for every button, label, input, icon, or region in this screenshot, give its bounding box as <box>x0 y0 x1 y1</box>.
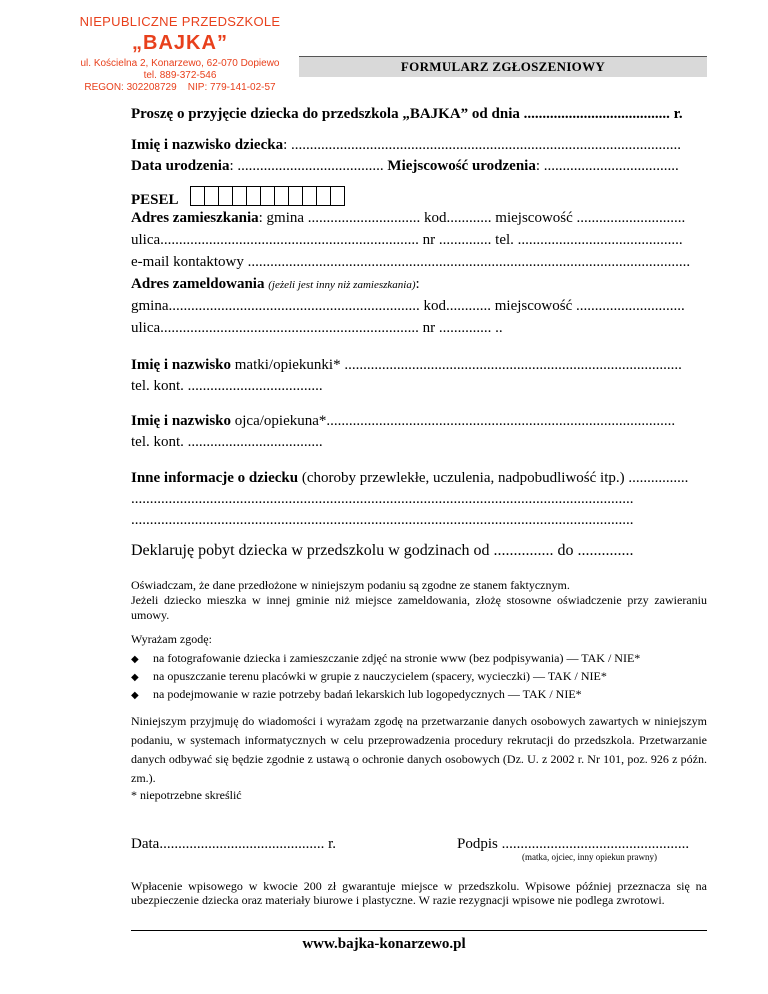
diamond-icon: ◆ <box>131 672 139 683</box>
birth-place-label: Miejscowość urodzenia <box>387 158 536 174</box>
other-info-line3[interactable]: ...................................................................................................................................... <box>131 512 634 528</box>
admission-request <box>131 106 683 123</box>
kindergarten-phone: tel. 889-372-546 <box>143 70 217 81</box>
signature-date-field[interactable]: Data............................................ r. <box>131 836 336 852</box>
registration-note: (jeżeli jest inny niż zamieszkania) <box>268 279 416 291</box>
child-name-row <box>131 137 681 154</box>
pesel-digit-cell[interactable] <box>288 186 303 206</box>
birth-date-field[interactable]: : ....................................... <box>229 158 384 174</box>
website-link[interactable]: www.bajka-konarzewo.pl <box>302 936 466 952</box>
other-info-field[interactable]: (choroby przewlekłe, uczulenia, nadpobudliwość itp.) ................ <box>298 470 689 486</box>
child-birth-row <box>131 158 679 175</box>
pesel-digit-cell[interactable] <box>260 186 275 206</box>
pesel-digit-cell[interactable] <box>330 186 345 206</box>
residence-row <box>131 210 685 227</box>
request-text: Proszę o przyjęcie dziecka do przedszkola „BAJKA” od dnia <box>131 106 520 122</box>
residence-street-row[interactable]: ulica..................................................................... nr .............. tel. ............................................ <box>131 232 683 248</box>
pesel-digit-cell[interactable] <box>218 186 233 206</box>
consent-item <box>131 669 607 684</box>
father-row <box>131 413 675 430</box>
residence-label: Adres zamieszkania <box>131 210 259 226</box>
pesel-digit-cell[interactable] <box>274 186 289 206</box>
consent-item-text: na opuszczanie terenu placówki w grupie z nauczycielem (spacery, wycieczki) — TAK / NIE* <box>153 669 607 683</box>
consent-item-text: na fotografowanie dziecka i zamieszczanie zdjęć na stronie www (bez podpisywania) — TAK / NIE* <box>153 651 641 665</box>
father-phone-row[interactable]: tel. kont. .................................... <box>131 434 323 450</box>
consent-heading: Wyrażam zgodę: <box>131 632 212 646</box>
email-row[interactable]: e-mail kontaktowy ...................................................................................................................... <box>131 254 691 270</box>
fee-info: Wpłacenie wpisowego w kwocie 200 zł gwarantuje miejsce w przedszkolu. Wpisowe później przeznacza się na ubezpieczenie dziecka oraz materiały biurowe i plastyczne. W razie rezygnacji wpisowe nie podlega zwrotowi. <box>131 879 707 907</box>
diamond-icon: ◆ <box>131 690 139 701</box>
request-date-field[interactable]: ....................................... r. <box>519 106 683 122</box>
kindergarten-name: „BAJKA” <box>132 32 228 54</box>
mother-phone-row[interactable]: tel. kont. .................................... <box>131 378 323 394</box>
registration-street-row[interactable]: ulica..................................................................... nr .............. .. <box>131 320 503 336</box>
declaration-line2: Jeżeli dziecko mieszka w innej gminie niż miejsce zameldowania, złożę stosowne oświadczenie przy zawieraniu umowy. <box>131 593 707 622</box>
pesel-digit-cell[interactable] <box>204 186 219 206</box>
form-title-bar <box>299 56 707 77</box>
data-processing-consent: Niniejszym przyjmuję do wiadomości i wyrażam zgodę na przetwarzanie danych osobowych zawartych w niniejszym podaniu, w systemach informatycznych w celu przeprowadzenia procedury rekrutacji do przedszkola. Przetwarzanie danych odbywać się będzie zgodnie z ustawą o ochronie danych osobowych (Dz. U. z 2002 r. Nr 101, poz. 926 z późn. zm.). <box>131 714 707 785</box>
birth-place-field[interactable]: : .................................... <box>535 158 679 174</box>
pesel-label: PESEL <box>131 192 179 208</box>
birth-date-label: Data urodzenia <box>131 158 230 174</box>
mother-field[interactable]: matki/opiekunki* .......................................................................................... <box>231 357 682 373</box>
form-title: FORMULARZ ZGŁOSZENIOWY <box>400 59 606 74</box>
father-label: Imię i nazwisko <box>131 413 232 429</box>
consent-item-text: na podejmowanie w razie potrzeby badań lekarskich lub logopedycznych — TAK / NIE* <box>153 687 582 701</box>
pesel-digit-cell[interactable] <box>190 186 205 206</box>
child-name-label: Imię i nazwisko dziecka <box>131 137 284 153</box>
kindergarten-address: ul. Kościelna 2, Konarzewo, 62-070 Dopiewo <box>80 58 280 69</box>
registration-label: Adres zameldowania <box>131 276 265 292</box>
consent-item <box>131 687 582 702</box>
pesel-digit-cell[interactable] <box>246 186 261 206</box>
pesel-input[interactable] <box>191 186 345 206</box>
other-info-label: Inne informacje o dziecku <box>131 470 299 486</box>
child-name-field[interactable]: : ........................................................................................................ <box>283 137 682 153</box>
signature-field[interactable]: Podpis .................................................. <box>457 836 690 852</box>
registration-gmina-row[interactable]: gmina................................................................... kod............ miejscowość ............................. <box>131 298 685 314</box>
kindergarten-ids: REGON: 302208729 NIP: 779-141-02-57 <box>84 82 276 93</box>
residence-field[interactable]: : gmina .............................. kod............ miejscowość ............................. <box>258 210 686 226</box>
diamond-icon: ◆ <box>131 654 139 665</box>
consent-item <box>131 651 640 666</box>
pesel-digit-cell[interactable] <box>302 186 317 206</box>
other-info-line2[interactable]: ...................................................................................................................................... <box>131 491 634 507</box>
registration-colon: : <box>415 276 420 292</box>
hours-row[interactable]: Deklaruję pobyt dziecka w przedszkolu w godzinach od ............... do .............. <box>131 542 634 559</box>
mother-label: Imię i nazwisko <box>131 357 232 373</box>
pesel-digit-cell[interactable] <box>232 186 247 206</box>
declaration-line1: Oświadczam, że dane przedłożone w niniejszym podaniu są zgodne ze stanem faktycznym. <box>131 578 570 592</box>
mother-row <box>131 357 682 374</box>
father-field[interactable]: ojca/opiekuna*............................................................................................. <box>231 413 676 429</box>
strike-note: * niepotrzebne skreślić <box>131 788 242 802</box>
other-info-row <box>131 470 688 487</box>
kindergarten-type: NIEPUBLICZNE PRZEDSZKOLE <box>79 14 281 29</box>
signature-note: (matka, ojciec, inny opiekun prawny) <box>522 852 657 862</box>
registration-row <box>131 276 420 293</box>
footer-divider <box>131 930 707 931</box>
pesel-digit-cell[interactable] <box>316 186 331 206</box>
